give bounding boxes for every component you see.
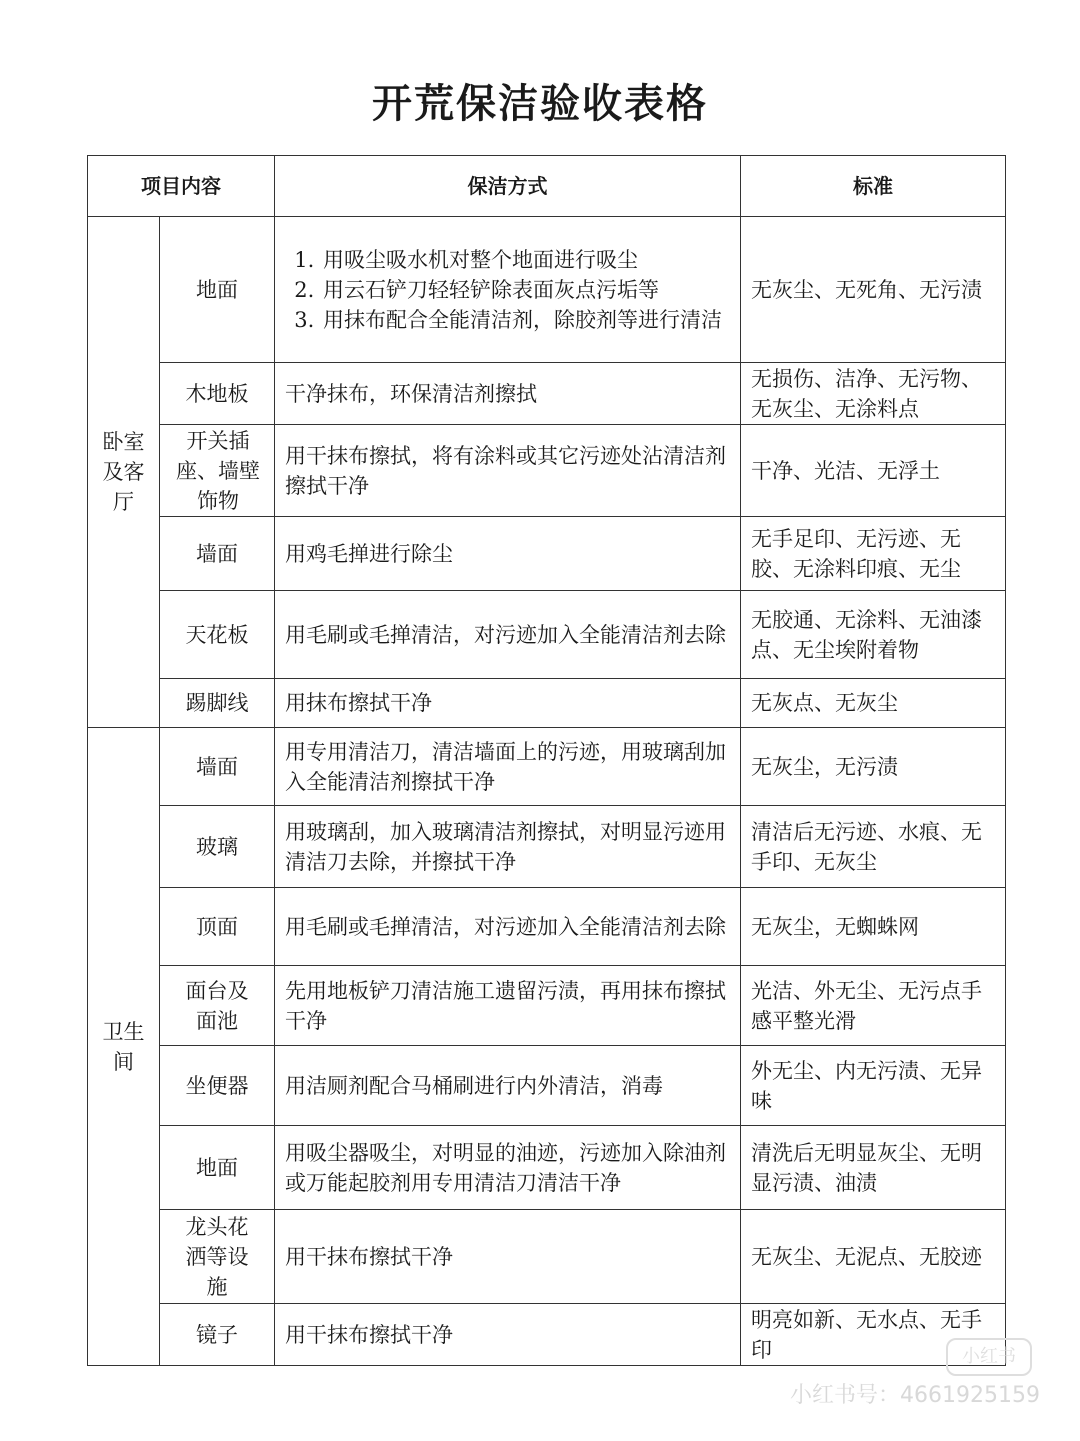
table-row: [88, 1304, 1006, 1366]
method-cell: 用毛刷或毛掸清洁，对污迹加入全能清洁剂去除: [275, 591, 741, 679]
standard-cell: 无灰尘、无泥点、无胶迹: [741, 1210, 1006, 1304]
table-row: [88, 217, 1006, 363]
standard-cell: 无灰点、无灰尘: [741, 679, 1006, 728]
acceptance-table: [87, 155, 1006, 1366]
item-cell: 地面: [160, 217, 275, 363]
method-steps-list: [285, 245, 730, 335]
method-step: 3. 用抹布配合全能清洁剂，除胶剂等进行清洁: [321, 305, 730, 335]
table-row: [88, 591, 1006, 679]
standard-cell: 明亮如新、无水点、无手印: [741, 1304, 1006, 1366]
method-step: 1. 用吸尘吸水机对整个地面进行吸尘: [321, 245, 730, 275]
category-cell: [88, 728, 160, 1366]
table-row: [88, 966, 1006, 1046]
method-cell: 用专用清洁刀，清洁墙面上的污迹，用玻璃刮加入全能清洁剂擦拭干净: [275, 728, 741, 806]
item-cell: 坐便器: [160, 1046, 275, 1126]
table-row: [88, 1210, 1006, 1304]
standard-cell: 清洗后无明显灰尘、无明显污渍、油渍: [741, 1126, 1006, 1210]
table-row: [88, 425, 1006, 517]
standard-cell: 清洁后无污迹、水痕、无手印、无灰尘: [741, 806, 1006, 888]
watermark-text: 小红书号：4661925159: [790, 1383, 1040, 1408]
standard-cell: 无损伤、洁净、无污物、无灰尘、无涂料点: [741, 363, 1006, 425]
standard-cell: 无灰尘、无死角、无污渍: [741, 217, 1006, 363]
item-cell: 镜子: [160, 1304, 275, 1366]
standard-cell: 外无尘、内无污渍、无异味: [741, 1046, 1006, 1126]
method-cell: 用鸡毛掸进行除尘: [275, 517, 741, 591]
standard-cell: 无灰尘，无蜘蛛网: [741, 888, 1006, 966]
item-cell: 墙面: [160, 728, 275, 806]
item-cell: 踢脚线: [160, 679, 275, 728]
table-row: [88, 888, 1006, 966]
header-item: 项目内容: [88, 156, 275, 217]
item-cell: [160, 425, 275, 517]
method-step: 2. 用云石铲刀轻轻铲除表面灰点污垢等: [321, 275, 730, 305]
item-cell: [160, 1210, 275, 1304]
item-cell: 墙面: [160, 517, 275, 591]
standard-cell: 光洁、外无尘、无污点手感平整光滑: [741, 966, 1006, 1046]
method-cell: 用干抹布擦拭干净: [275, 1304, 741, 1366]
method-cell: 用干抹布擦拭干净: [275, 1210, 741, 1304]
method-cell: 用抹布擦拭干净: [275, 679, 741, 728]
item-cell: 木地板: [160, 363, 275, 425]
item-cell: 顶面: [160, 888, 275, 966]
table-header-row: [88, 156, 1006, 217]
method-cell: 用毛刷或毛掸清洁，对污迹加入全能清洁剂去除: [275, 888, 741, 966]
item-cell: 玻璃: [160, 806, 275, 888]
standard-cell: 无灰尘，无污渍: [741, 728, 1006, 806]
category-label: 卧室及客厅: [102, 430, 145, 514]
item-label: 龙头花洒等设施: [185, 1214, 249, 1299]
item-cell: [160, 966, 275, 1046]
table-row: [88, 679, 1006, 728]
category-cell: [88, 217, 160, 728]
item-label: 开关插座、墙壁饰物: [176, 428, 260, 513]
item-cell: 天花板: [160, 591, 275, 679]
table-row: [88, 1046, 1006, 1126]
page-title: 开荒保洁验收表格: [372, 81, 708, 127]
header-method: 保洁方式: [275, 156, 741, 217]
method-cell: 干净抹布，环保清洁剂擦拭: [275, 363, 741, 425]
standard-cell: 无手足印、无污迹、无胶、无涂料印痕、无尘: [741, 517, 1006, 591]
method-cell: 用洁厕剂配合马桶刷进行内外清洁，消毒: [275, 1046, 741, 1126]
standard-cell: 无胶通、无涂料、无油漆点、无尘埃附着物: [741, 591, 1006, 679]
watermark-logo: 小红书: [946, 1338, 1032, 1376]
standard-cell: 干净、光洁、无浮土: [741, 425, 1006, 517]
method-cell: 先用地板铲刀清洁施工遗留污渍，再用抹布擦拭干净: [275, 966, 741, 1046]
table-row: [88, 1126, 1006, 1210]
method-cell: 用玻璃刮，加入玻璃清洁剂擦拭，对明显污迹用清洁刀去除，并擦拭干净: [275, 806, 741, 888]
table-row: [88, 517, 1006, 591]
table-row: [88, 728, 1006, 806]
item-cell: 地面: [160, 1126, 275, 1210]
category-label: 卫生间: [102, 1019, 145, 1074]
item-label: 面台及面池: [185, 978, 249, 1033]
table-row: [88, 806, 1006, 888]
header-standard: 标准: [741, 156, 1006, 217]
method-cell: [275, 217, 741, 363]
table-row: [88, 363, 1006, 425]
method-cell: 用吸尘器吸尘，对明显的油迹，污迹加入除油剂或万能起胶剂用专用清洁刀清洁干净: [275, 1126, 741, 1210]
method-cell: 用干抹布擦拭，将有涂料或其它污迹处沾清洁剂擦拭干净: [275, 425, 741, 517]
